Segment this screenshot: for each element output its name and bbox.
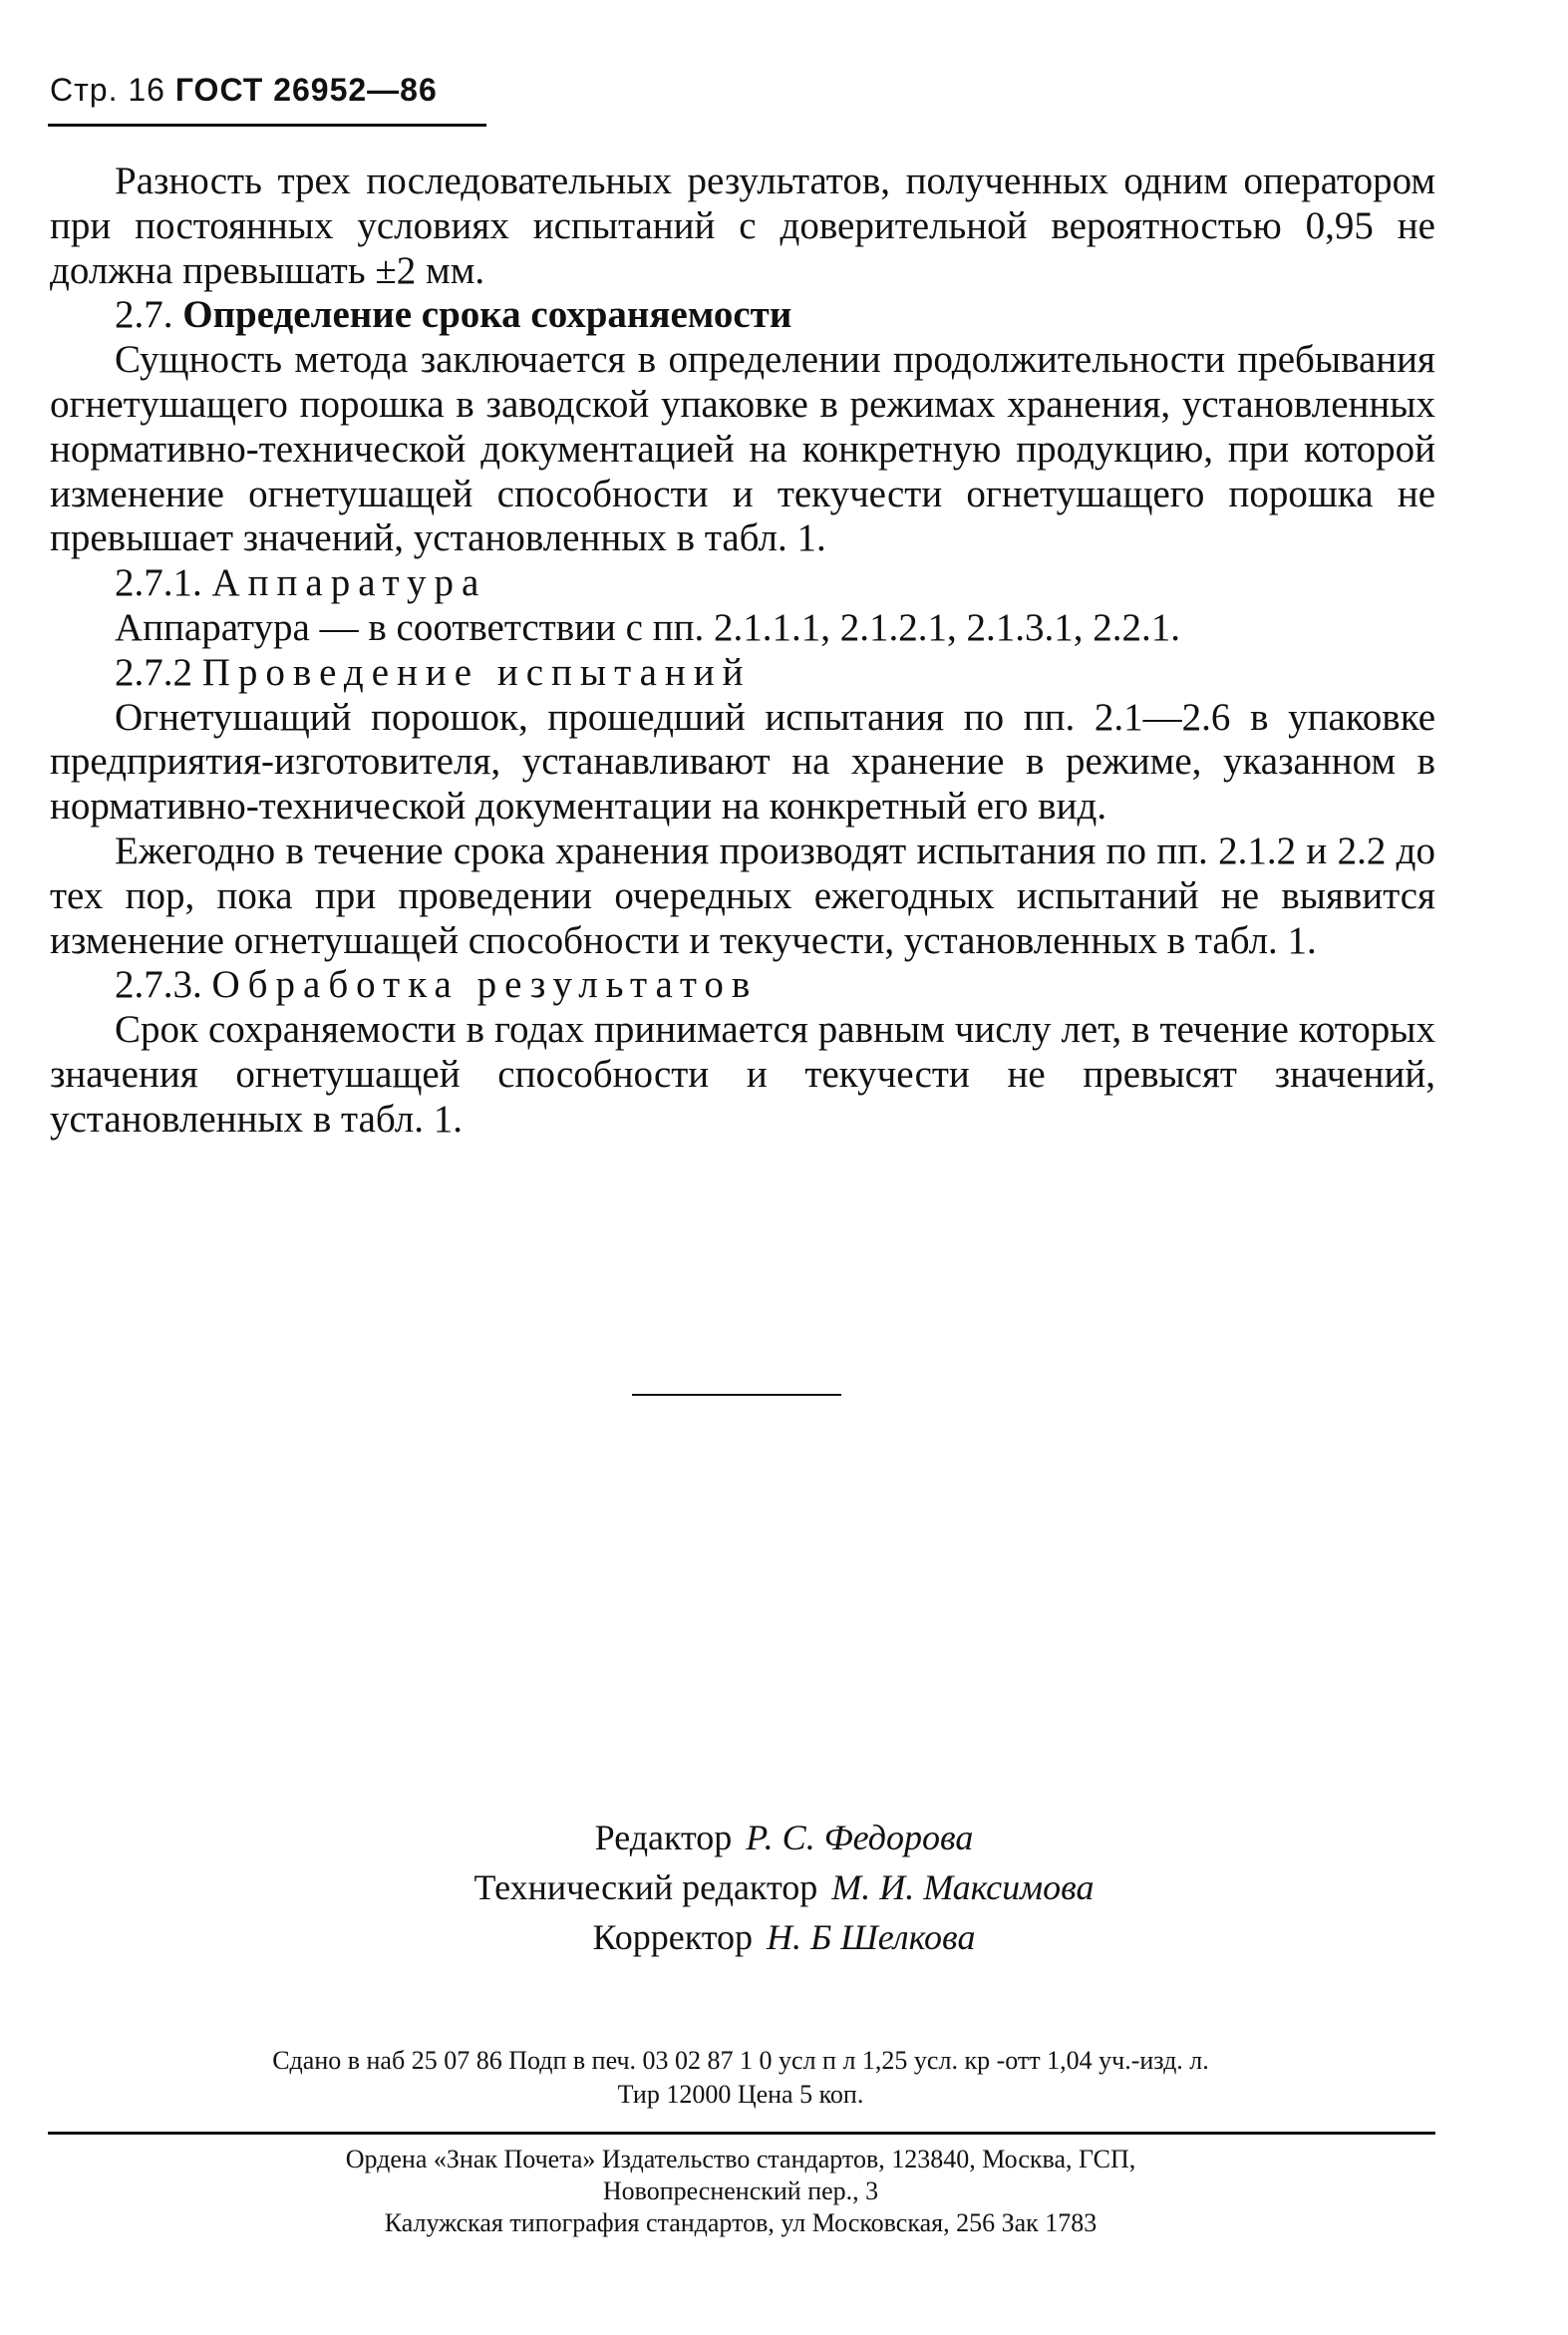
credit-name: Н. Б Шелкова (767, 1917, 976, 1957)
section-title: Проведение испытаний (201, 650, 752, 694)
paragraph-annual-tests: Ежегодно в течение срока хранения производят испытания по пп. 2.1.2 и 2.2 до тех пор, пока при проведении очередных ежегодных испытаний не выявится изменение огнетушащей способности и текучести, установленных в табл. 1. (50, 829, 1435, 962)
paragraph-testing (50, 696, 1435, 830)
section-number: 2.7.2 (115, 650, 192, 694)
section-number: 2.7.3. (115, 963, 202, 1007)
section-number: 2.7.1. (115, 561, 202, 605)
page-number: Стр. 16 (50, 72, 165, 108)
publisher-line-3: Калужская типография стандартов, ул Московская, 256 Зак 1783 (384, 2208, 1098, 2237)
section-2-7-3-heading (50, 963, 1435, 1008)
header-divider (48, 124, 486, 127)
credit-name: М. И. Максимова (831, 1867, 1095, 1907)
section-2-7-2-heading (50, 651, 1435, 696)
paragraph-testing-rest: в упаковке предприятия-изготовителя, устанавливают на хранение в режиме, указанном в нормативно-технической документации на конкретный его вид. (50, 695, 1436, 829)
section-title: Аппаратура (211, 561, 487, 605)
imprint-line-2: Тир 12000 Цена 5 коп. (617, 2080, 864, 2109)
credits-block (0, 1813, 1568, 1962)
imprint-line-1: Сдано в наб 25 07 86 Подп в печ. 03 02 87 1 0 усл п л 1,25 усл. кр -отт 1,04 уч.-изд. л. (272, 2046, 1209, 2075)
credit-tech-editor (0, 1862, 1568, 1912)
publisher-line-2: Новопресненский пер., 3 (602, 2176, 879, 2205)
paragraph-difference: Разность трех последовательных результатов, полученных одним оператором при постоянных условиях испытаний с доверительной вероятностью 0,95 не должна превышать ±2 мм. (50, 160, 1435, 292)
section-number: 2.7. (115, 293, 173, 337)
credit-name: Р. С. Федорова (746, 1818, 974, 1857)
paragraph-method-essence: Сущность метода заключается в определении продолжительности пребывания огнетушащего порошка в заводской упаковке в режимах хранения, установленных нормативно-технической документацией на конкретную продукцию, при которой изменение огнетушащей способности и текучести огнетушащего порошка не превышает значений, установленных в табл. 1. (50, 338, 1435, 560)
paragraph-apparatus: Аппаратура — в соответствии с пп. 2.1.1.1, 2.1.2.1, 2.1.3.1, 2.2.1. (115, 605, 1180, 649)
paragraph-testing-lead: Огнетушащий порошок, прошедший испытания по пп. 2.1—2.6 (115, 695, 1231, 739)
section-2-7-heading (50, 293, 1435, 338)
standard-number: ГОСТ 26952—86 (174, 72, 438, 108)
publisher-block (48, 2144, 1433, 2239)
paragraph-results: Срок сохраняемости в годах принимается равным числу лет, в течение которых значения огнетушащей способности и текучести не превысят значений, установленных в табл. 1. (50, 1008, 1435, 1141)
credit-corrector (0, 1912, 1568, 1962)
section-2-7-1-heading (50, 561, 1435, 606)
section-title: Обработка результатов (211, 963, 759, 1007)
section-title: Определение срока сохраняемости (182, 293, 792, 337)
print-imprint (48, 2044, 1433, 2112)
credit-role: Корректор (592, 1917, 754, 1957)
credit-editor (0, 1813, 1568, 1862)
credit-role: Технический редактор (473, 1867, 818, 1907)
document-body (50, 160, 1435, 1143)
imprint-divider (48, 2132, 1435, 2135)
credit-role: Редактор (594, 1818, 733, 1857)
publisher-line-1: Ордена «Знак Почета» Издательство стандартов, 123840, Москва, ГСП, (345, 2145, 1136, 2173)
page-header (50, 72, 488, 109)
section-end-divider (632, 1394, 841, 1396)
